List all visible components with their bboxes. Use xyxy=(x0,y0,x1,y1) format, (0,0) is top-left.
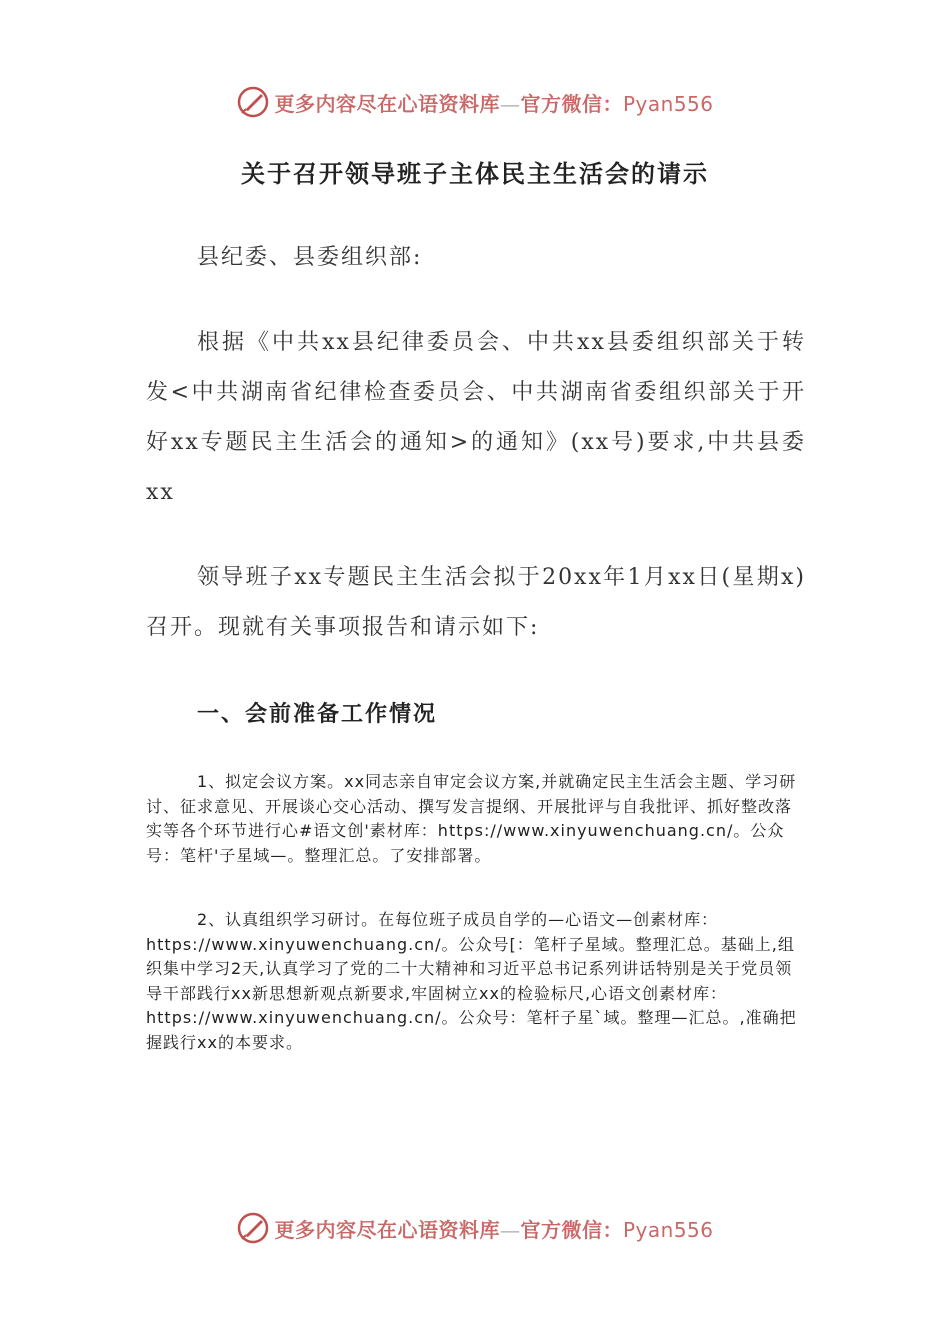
watermark-banner-top xyxy=(0,82,950,122)
quill-pen-logo-icon xyxy=(236,85,270,119)
section-heading: 一、会前准备工作情况 xyxy=(197,701,438,727)
watermark-wechat-id: Pyan556 xyxy=(622,91,714,116)
watermark-site-text: 更多内容尽在心语资料库 xyxy=(274,1217,500,1242)
document-title: 关于召开领导班子主体民主生活会的请示 xyxy=(241,159,709,188)
body-paragraph-1: 根据《中共xx县纪律委员会、中共xx县委组织部关于转发<中共湖南省纪律检查委员会、中共湖南省委组织部关于开好xx专题民主生活会的通知>的通知》(xx号)要求,中共县委xx xyxy=(146,330,806,505)
watermark-separator: — xyxy=(499,91,521,116)
salutation: 县纪委、县委组织部: xyxy=(197,245,423,270)
body-paragraph-2: 领导班子xx专题民主生活会拟于20xx年1月xx日(星期x)召开。现就有关事项报告和请示如下: xyxy=(146,565,806,640)
watermark-wechat-label: 官方微信： xyxy=(520,1217,623,1242)
list-item-2: 2、认真组织学习研讨。在每位班子成员自学的—心语文—创素材库：https://www.xinyuwenchuang.cn/。公众号[：笔杆子星域。整理汇总。基础上,组织集中学习2天,认真学习了党的二十大精神和习近平总书记系列讲话特别是关于党员领导干部践行xx新思想新观点新要求,牢固树立xx的检验标尺,心语文创素材库：https://www.xinyuwenchuang.cn/。公众号：笔杆子星`域。整理—汇总。,准确把握践行xx的本要求。 xyxy=(146,910,797,1052)
watermark-text xyxy=(274,1214,713,1243)
quill-pen-logo-icon xyxy=(236,1211,270,1245)
watermark-separator: — xyxy=(499,1217,521,1242)
watermark-banner-bottom xyxy=(0,1208,950,1248)
watermark-wechat-id: Pyan556 xyxy=(622,1217,714,1242)
list-item-1: 1、拟定会议方案。xx同志亲自审定会议方案,并就确定民主生活会主题、学习研讨、征求意见、开展谈心交心活动、撰写发言提纲、开展批评与自我批评、抓好整改落实等各个环节进行心#语文创'素材库：https://www.xinyuwenchuang.cn/。公众号：笔杆'子星域—。整理汇总。了安排部署。 xyxy=(146,772,797,865)
watermark-site-text: 更多内容尽在心语资料库 xyxy=(274,91,500,116)
watermark-text xyxy=(274,88,713,117)
watermark-wechat-label: 官方微信： xyxy=(520,91,623,116)
